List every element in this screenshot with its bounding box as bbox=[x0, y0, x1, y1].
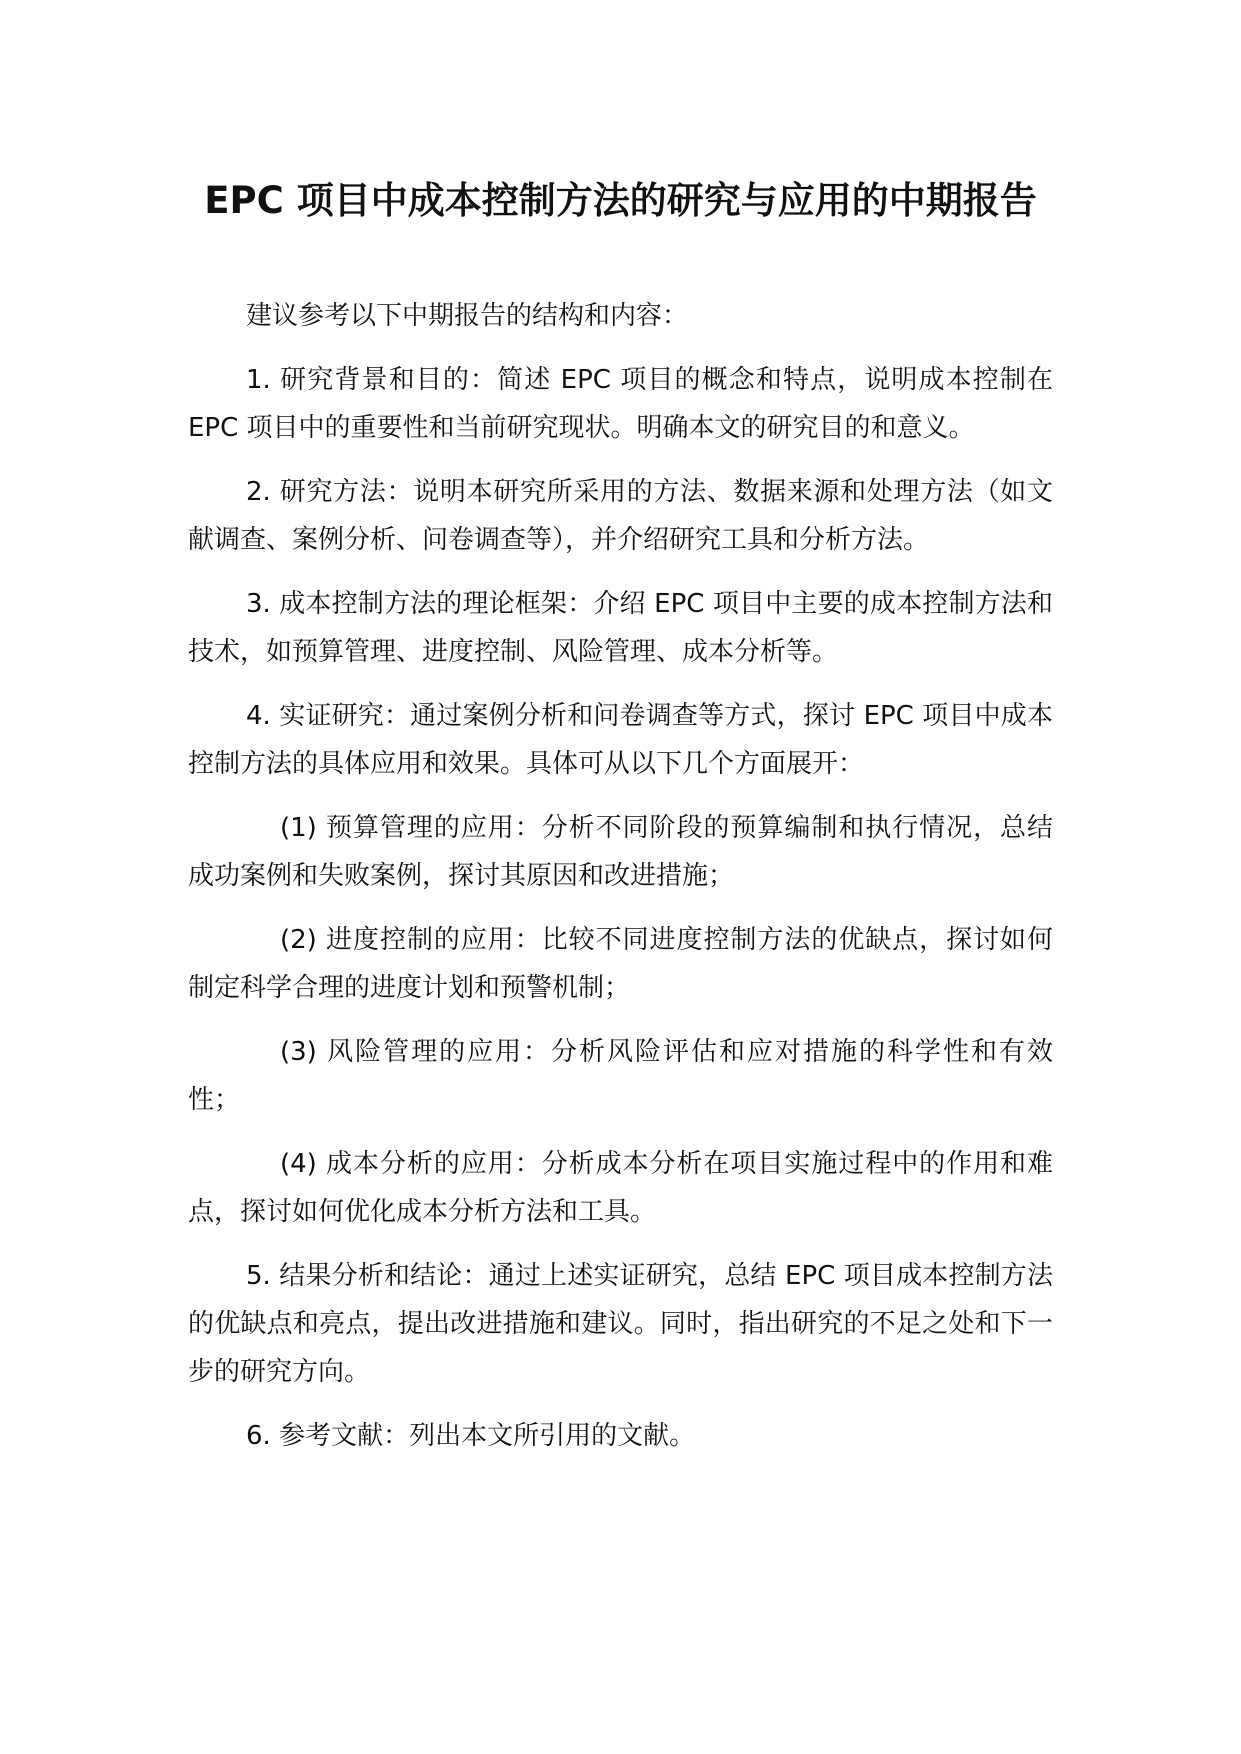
section-4-paragraph: 4. 实证研究：通过案例分析和问卷调查等方式，探讨 EPC 项目中成本控制方法的具体应用和效果。具体可从以下几个方面展开： bbox=[188, 701, 1053, 779]
section-3-paragraph: 3. 成本控制方法的理论框架：介绍 EPC 项目中主要的成本控制方法和技术，如预算管理、进度控制、风险管理、成本分析等。 bbox=[188, 589, 1053, 667]
section-5-paragraph: 5. 结果分析和结论：通过上述实证研究，总结 EPC 项目成本控制方法的优缺点和亮点，提出改进措施和建议。同时，指出研究的不足之处和下一步的研究方向。 bbox=[188, 1261, 1053, 1387]
document-title: EPC 项目中成本控制方法的研究与应用的中期报告 bbox=[204, 179, 1037, 222]
section-6-paragraph: 6. 参考文献：列出本文所引用的文献。 bbox=[246, 1421, 696, 1451]
intro-paragraph: 建议参考以下中期报告的结构和内容： bbox=[246, 301, 689, 331]
section-1-paragraph: 1. 研究背景和目的：简述 EPC 项目的概念和特点，说明成本控制在 EPC 项目中的重要性和当前研究现状。明确本文的研究目的和意义。 bbox=[188, 365, 1053, 443]
section-2-paragraph: 2. 研究方法：说明本研究所采用的方法、数据来源和处理方法（如文献调查、案例分析、问卷调查等），并介绍研究工具和分析方法。 bbox=[188, 477, 1053, 555]
subsection-4-1-paragraph: (1) 预算管理的应用：分析不同阶段的预算编制和执行情况，总结成功案例和失败案例，探讨其原因和改进措施； bbox=[188, 813, 1053, 891]
subsection-4-4-paragraph: (4) 成本分析的应用：分析成本分析在项目实施过程中的作用和难点，探讨如何优化成本分析方法和工具。 bbox=[188, 1149, 1053, 1227]
document-body bbox=[188, 292, 1053, 1476]
subsection-4-2-paragraph: (2) 进度控制的应用：比较不同进度控制方法的优缺点，探讨如何制定科学合理的进度计划和预警机制； bbox=[188, 925, 1053, 1003]
subsection-4-3-paragraph: (3) 风险管理的应用：分析风险评估和应对措施的科学性和有效性； bbox=[188, 1037, 1053, 1115]
